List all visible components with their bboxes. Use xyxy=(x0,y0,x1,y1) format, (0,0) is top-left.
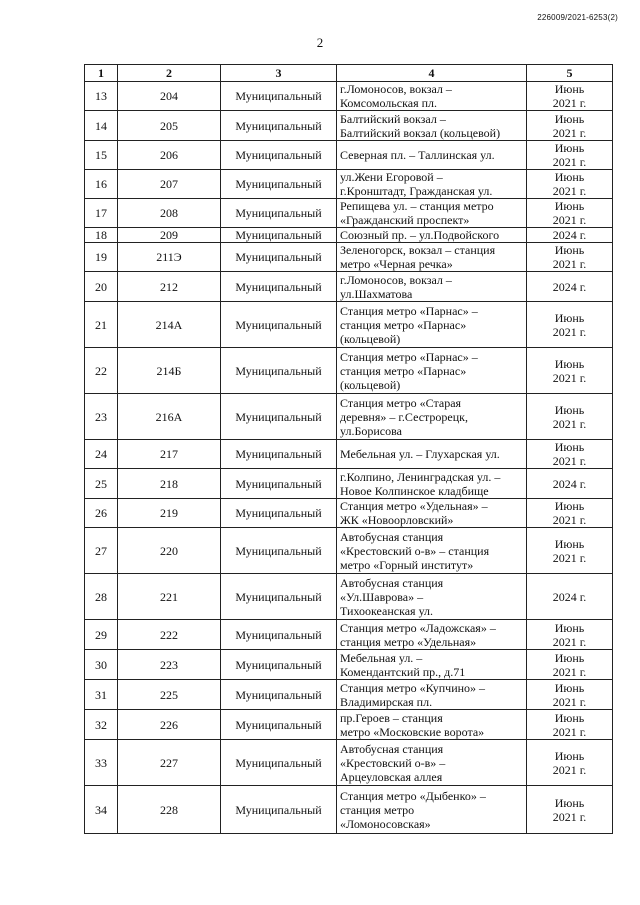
row-number-cell: 15 xyxy=(85,141,118,170)
route-path-line: Арцеуловская аллея xyxy=(340,769,443,784)
date-line: 2021 г. xyxy=(552,125,587,140)
route-path-cell xyxy=(337,786,527,834)
date-line: Июнь xyxy=(554,310,585,325)
row-number-cell: 30 xyxy=(85,650,118,680)
route-number-cell: 207 xyxy=(118,170,221,199)
route-path-line: Станция метро «Старая xyxy=(340,395,462,410)
document-id: 226009/2021-6253(2) xyxy=(537,13,618,22)
table-row xyxy=(85,170,613,199)
route-path-line: Комсомольская пл. xyxy=(340,96,437,110)
route-number-cell: 211Э xyxy=(118,243,221,272)
table-row xyxy=(85,574,613,620)
route-path-cell xyxy=(337,228,527,243)
route-path-line: Репищева ул. – станция метро xyxy=(340,199,494,213)
route-path-line: Автобусная станция xyxy=(340,575,444,590)
route-type-cell: Муниципальный xyxy=(221,394,337,440)
date-line: 2021 г. xyxy=(552,213,587,227)
date-line: Июнь xyxy=(554,710,585,725)
route-number-cell: 205 xyxy=(118,111,221,141)
route-path-cell xyxy=(337,199,527,228)
route-type-cell: Муниципальный xyxy=(221,499,337,528)
header-col-5: 5 xyxy=(527,65,613,82)
route-path-line: Балтийский вокзал – xyxy=(340,111,446,126)
date-line: 2021 г. xyxy=(552,694,587,709)
route-type-cell: Муниципальный xyxy=(221,710,337,740)
route-path-line: «Ломоносовская» xyxy=(340,816,431,831)
route-path-line: г.Кронштадт, Гражданская ул. xyxy=(340,184,493,198)
date-line: Июнь xyxy=(554,440,585,454)
date-cell xyxy=(527,302,613,348)
route-type-cell: Муниципальный xyxy=(221,620,337,650)
date-cell xyxy=(527,82,613,111)
row-number-cell: 20 xyxy=(85,272,118,302)
table-row xyxy=(85,394,613,440)
routes-table xyxy=(84,64,613,834)
route-path-line: ЖК «Новоорловский» xyxy=(340,513,454,527)
header-col-4: 4 xyxy=(337,65,527,82)
route-type-cell: Муниципальный xyxy=(221,228,337,243)
route-path-line: станция метро xyxy=(340,802,415,817)
route-path-line: Станция метро «Купчино» – xyxy=(340,680,486,695)
date-line: 2024 г. xyxy=(552,279,587,294)
row-number-cell: 16 xyxy=(85,170,118,199)
header-row xyxy=(85,65,613,82)
route-path-cell xyxy=(337,394,527,440)
table-row xyxy=(85,228,613,243)
date-line: 2021 г. xyxy=(552,184,587,198)
route-path-line: станция метро «Парнас» xyxy=(340,317,467,332)
header-col-2: 2 xyxy=(118,65,221,82)
route-path-line: «Крестовский о-в» – xyxy=(340,755,446,770)
route-path-line: станция метро «Удельная» xyxy=(340,634,477,649)
date-line: 2021 г. xyxy=(552,809,587,824)
date-cell xyxy=(527,199,613,228)
route-path-cell xyxy=(337,141,527,170)
table-row xyxy=(85,82,613,111)
route-path-line: Зеленогорск, вокзал – станция xyxy=(340,243,496,257)
table-row xyxy=(85,141,613,170)
route-path-line: Северная пл. – Таллинская ул. xyxy=(340,148,495,162)
table-body xyxy=(85,82,613,834)
date-line: Июнь xyxy=(554,620,585,635)
table-row xyxy=(85,499,613,528)
route-path-line: Станция метро «Парнас» – xyxy=(340,303,478,318)
date-cell xyxy=(527,650,613,680)
route-path-cell xyxy=(337,348,527,394)
route-path-cell xyxy=(337,272,527,302)
route-path-line: (кольцевой) xyxy=(340,331,401,346)
date-cell xyxy=(527,710,613,740)
route-path-line: пр.Героев – станция xyxy=(340,710,443,725)
row-number-cell: 18 xyxy=(85,228,118,243)
row-number-cell: 26 xyxy=(85,499,118,528)
route-path-line: «Ул.Шаврова» – xyxy=(340,589,424,604)
route-path-line: г.Колпино, Ленинградская ул. – xyxy=(340,469,501,484)
route-path-line: деревня» – г.Сестрорецк, xyxy=(340,409,469,424)
date-line: Июнь xyxy=(554,170,585,184)
route-type-cell: Муниципальный xyxy=(221,440,337,469)
route-number-cell: 206 xyxy=(118,141,221,170)
route-type-cell: Муниципальный xyxy=(221,111,337,141)
date-line: Июнь xyxy=(554,680,585,695)
route-path-cell xyxy=(337,82,527,111)
route-path-line: Автобусная станция xyxy=(340,529,444,544)
route-number-cell: 228 xyxy=(118,786,221,834)
date-line: Июнь xyxy=(554,795,585,810)
row-number-cell: 27 xyxy=(85,528,118,574)
table-row xyxy=(85,620,613,650)
route-path-cell xyxy=(337,620,527,650)
table-row xyxy=(85,199,613,228)
route-number-cell: 214Б xyxy=(118,348,221,394)
route-path-line: г.Ломоносов, вокзал – xyxy=(340,82,452,96)
row-number-cell: 19 xyxy=(85,243,118,272)
row-number-cell: 25 xyxy=(85,469,118,499)
date-cell xyxy=(527,620,613,650)
date-cell xyxy=(527,740,613,786)
date-line: 2021 г. xyxy=(552,416,587,431)
date-line: 2024 г. xyxy=(552,476,587,491)
route-path-line: метро «Черная речка» xyxy=(340,257,453,271)
route-path-line: ул.Шахматова xyxy=(340,286,413,301)
table-row xyxy=(85,469,613,499)
route-number-cell: 219 xyxy=(118,499,221,528)
route-path-line: Мебельная ул. – xyxy=(340,650,423,665)
date-line: Июнь xyxy=(554,402,585,417)
route-path-line: Станция метро «Дыбенко» – xyxy=(340,788,486,803)
route-path-line: Мебельная ул. – Глухарская ул. xyxy=(340,447,500,461)
route-number-cell: 225 xyxy=(118,680,221,710)
date-line: 2021 г. xyxy=(552,664,587,679)
date-line: 2021 г. xyxy=(552,724,587,739)
route-type-cell: Муниципальный xyxy=(221,469,337,499)
date-cell xyxy=(527,170,613,199)
route-type-cell: Муниципальный xyxy=(221,348,337,394)
date-cell xyxy=(527,786,613,834)
route-path-line: Балтийский вокзал (кольцевой) xyxy=(340,125,501,140)
route-path-line: «Крестовский о-в» – станция xyxy=(340,543,490,558)
route-number-cell: 221 xyxy=(118,574,221,620)
row-number-cell: 17 xyxy=(85,199,118,228)
route-path-line: Станция метро «Ладожская» – xyxy=(340,620,496,635)
date-cell xyxy=(527,141,613,170)
date-line: Июнь xyxy=(554,650,585,665)
header-col-3: 3 xyxy=(221,65,337,82)
row-number-cell: 13 xyxy=(85,82,118,111)
table-row xyxy=(85,440,613,469)
route-path-cell xyxy=(337,680,527,710)
date-line: 2021 г. xyxy=(552,257,587,271)
route-number-cell: 220 xyxy=(118,528,221,574)
date-line: 2024 г. xyxy=(552,228,587,242)
route-number-cell: 212 xyxy=(118,272,221,302)
route-path-cell xyxy=(337,574,527,620)
route-path-cell xyxy=(337,170,527,199)
date-line: 2021 г. xyxy=(552,370,587,385)
route-number-cell: 216А xyxy=(118,394,221,440)
route-type-cell: Муниципальный xyxy=(221,740,337,786)
table-row xyxy=(85,528,613,574)
route-number-cell: 226 xyxy=(118,710,221,740)
table-row xyxy=(85,243,613,272)
table-row xyxy=(85,348,613,394)
date-line: 2024 г. xyxy=(552,589,587,604)
row-number-cell: 28 xyxy=(85,574,118,620)
route-type-cell: Муниципальный xyxy=(221,141,337,170)
route-path-line: «Гражданский проспект» xyxy=(340,213,470,227)
route-path-cell xyxy=(337,440,527,469)
date-line: 2021 г. xyxy=(552,513,587,527)
date-line: Июнь xyxy=(554,111,585,126)
route-path-cell xyxy=(337,243,527,272)
date-cell xyxy=(527,469,613,499)
date-cell xyxy=(527,348,613,394)
date-cell xyxy=(527,394,613,440)
page-number: 2 xyxy=(316,35,324,50)
route-path-line: Союзный пр. – ул.Подвойского xyxy=(340,228,500,242)
route-number-cell: 204 xyxy=(118,82,221,111)
route-path-line: станция метро «Парнас» xyxy=(340,363,467,378)
date-cell xyxy=(527,528,613,574)
date-cell xyxy=(527,228,613,243)
row-number-cell: 31 xyxy=(85,680,118,710)
date-line: 2021 г. xyxy=(552,454,587,468)
route-path-line: метро «Московские ворота» xyxy=(340,724,485,739)
date-line: Июнь xyxy=(554,356,585,371)
route-type-cell: Муниципальный xyxy=(221,82,337,111)
route-path-line: метро «Горный институт» xyxy=(340,557,474,572)
route-path-cell xyxy=(337,710,527,740)
route-path-cell xyxy=(337,650,527,680)
date-line: 2021 г. xyxy=(552,762,587,777)
date-cell xyxy=(527,272,613,302)
date-line: Июнь xyxy=(554,243,585,257)
route-path-cell xyxy=(337,499,527,528)
route-number-cell: 217 xyxy=(118,440,221,469)
date-cell xyxy=(527,243,613,272)
table-row xyxy=(85,302,613,348)
row-number-cell: 14 xyxy=(85,111,118,141)
date-cell xyxy=(527,574,613,620)
date-cell xyxy=(527,499,613,528)
route-path-line: Автобусная станция xyxy=(340,741,444,756)
date-line: Июнь xyxy=(554,499,585,513)
date-line: Июнь xyxy=(554,536,585,551)
route-path-line: Новое Колпинское кладбище xyxy=(340,483,489,498)
route-path-cell xyxy=(337,111,527,141)
date-line: Июнь xyxy=(554,199,585,213)
route-type-cell: Муниципальный xyxy=(221,574,337,620)
route-type-cell: Муниципальный xyxy=(221,170,337,199)
route-path-line: (кольцевой) xyxy=(340,377,401,392)
date-line: Июнь xyxy=(554,141,585,155)
route-path-cell xyxy=(337,469,527,499)
row-number-cell: 24 xyxy=(85,440,118,469)
route-type-cell: Муниципальный xyxy=(221,680,337,710)
table-row xyxy=(85,111,613,141)
date-line: 2021 г. xyxy=(552,550,587,565)
date-line: 2021 г. xyxy=(552,155,587,169)
route-path-line: ул.Жени Егоровой – xyxy=(340,170,443,184)
date-cell xyxy=(527,440,613,469)
route-type-cell: Муниципальный xyxy=(221,243,337,272)
table-row xyxy=(85,650,613,680)
table-row xyxy=(85,272,613,302)
table-row xyxy=(85,710,613,740)
route-type-cell: Муниципальный xyxy=(221,786,337,834)
row-number-cell: 21 xyxy=(85,302,118,348)
route-type-cell: Муниципальный xyxy=(221,650,337,680)
route-path-cell xyxy=(337,302,527,348)
route-path-line: г.Ломоносов, вокзал – xyxy=(340,272,452,287)
route-type-cell: Муниципальный xyxy=(221,199,337,228)
date-line: Июнь xyxy=(554,748,585,763)
route-number-cell: 227 xyxy=(118,740,221,786)
route-type-cell: Муниципальный xyxy=(221,528,337,574)
route-path-cell xyxy=(337,528,527,574)
date-cell xyxy=(527,111,613,141)
route-type-cell: Муниципальный xyxy=(221,272,337,302)
date-cell xyxy=(527,680,613,710)
date-line: 2021 г. xyxy=(552,634,587,649)
route-number-cell: 208 xyxy=(118,199,221,228)
row-number-cell: 32 xyxy=(85,710,118,740)
route-path-line: Тихоокеанская ул. xyxy=(340,603,434,618)
table-row xyxy=(85,680,613,710)
date-line: 2021 г. xyxy=(552,96,587,110)
route-number-cell: 209 xyxy=(118,228,221,243)
table-row xyxy=(85,786,613,834)
route-path-line: Станция метро «Парнас» – xyxy=(340,349,478,364)
route-path-line: Владимирская пл. xyxy=(340,694,433,709)
route-number-cell: 222 xyxy=(118,620,221,650)
row-number-cell: 34 xyxy=(85,786,118,834)
row-number-cell: 29 xyxy=(85,620,118,650)
row-number-cell: 33 xyxy=(85,740,118,786)
date-line: Июнь xyxy=(554,82,585,96)
route-path-cell xyxy=(337,740,527,786)
row-number-cell: 23 xyxy=(85,394,118,440)
route-number-cell: 223 xyxy=(118,650,221,680)
date-line: 2021 г. xyxy=(552,324,587,339)
route-path-line: ул.Борисова xyxy=(340,423,402,438)
route-path-line: Комендантский пр., д.71 xyxy=(340,664,466,679)
route-type-cell: Муниципальный xyxy=(221,302,337,348)
header-col-1: 1 xyxy=(85,65,118,82)
table-row xyxy=(85,740,613,786)
row-number-cell: 22 xyxy=(85,348,118,394)
route-number-cell: 214А xyxy=(118,302,221,348)
route-number-cell: 218 xyxy=(118,469,221,499)
route-path-line: Станция метро «Удельная» – xyxy=(340,499,488,513)
